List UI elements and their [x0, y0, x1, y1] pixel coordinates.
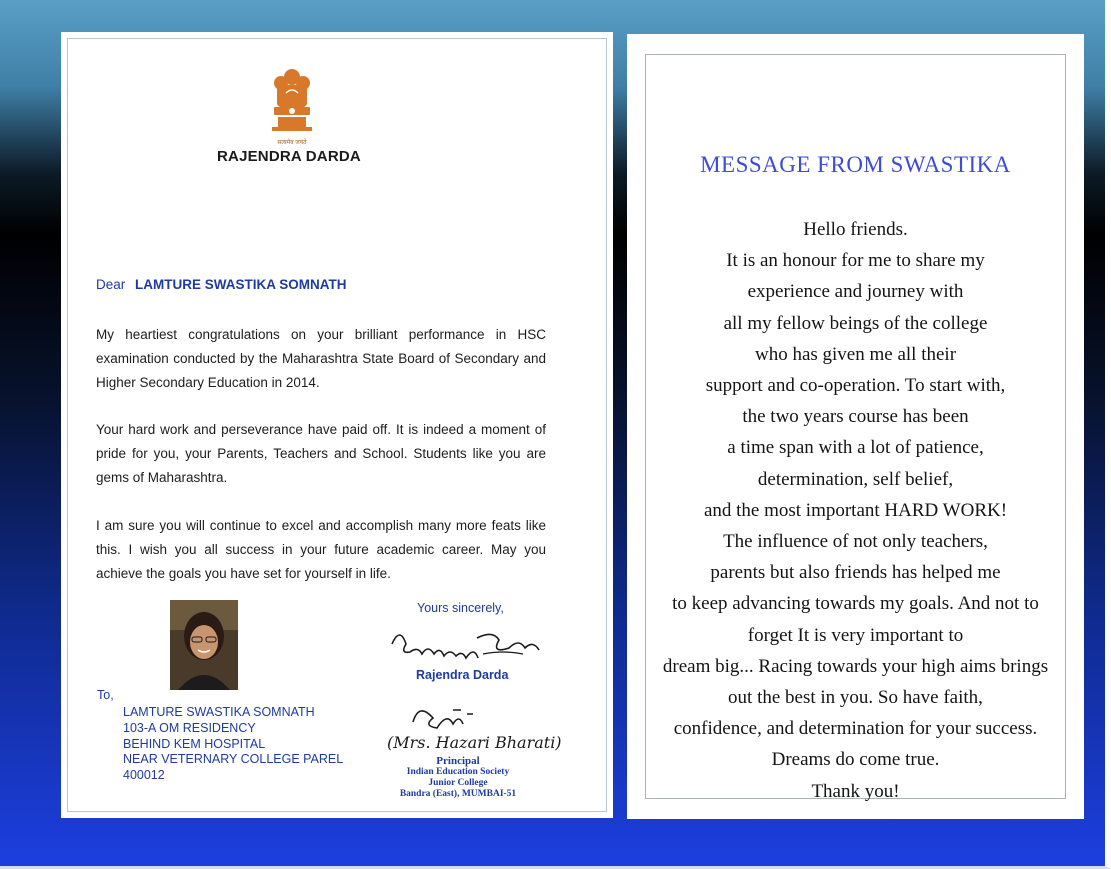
stamp-location: Bandra (East), MUMBAI-51	[399, 789, 517, 799]
message-line: out the best in you. So have faith,	[728, 687, 983, 709]
message-line: parents but also friends has helped me	[710, 562, 1001, 584]
address-line: BEHIND KEM HOSPITAL	[123, 736, 266, 751]
message-line: who has given me all their	[754, 343, 957, 365]
minister-signature	[387, 624, 552, 666]
message-line: experience and journey with	[747, 281, 964, 303]
address-line: 103-A OM RESIDENCY	[123, 721, 256, 736]
address-line: NEAR VETERNARY COLLEGE PAREL	[123, 752, 344, 767]
message-line: to keep advancing towards my goals. And not to	[672, 593, 1039, 615]
message-title: MESSAGE FROM SWASTIKA	[700, 152, 1011, 177]
student-photo	[170, 600, 238, 690]
message-line: It is an honour for me to share my	[726, 250, 985, 272]
recipient-address	[123, 705, 343, 783]
message-line: determination, self belief,	[757, 468, 954, 490]
closing-phrase: Yours sincerely,	[417, 601, 504, 615]
to-label: To,	[97, 688, 114, 702]
address-line: 400012	[123, 767, 165, 782]
message-line: forget It is very important to	[747, 624, 964, 646]
message-line: Hello friends.	[803, 219, 908, 240]
address-line: LAMTURE SWASTIKA SOMNATH	[123, 705, 315, 719]
message-line: and the most important HARD WORK!	[703, 499, 1008, 521]
emblem-caption: सत्यमेव जयते	[277, 140, 307, 146]
salutation-word: Dear	[96, 277, 126, 292]
state-emblem-icon	[268, 67, 316, 137]
principal-signature-text: (Mrs. Hazari Bharati)	[387, 733, 562, 752]
message-line: support and co-operation. To start with,	[705, 375, 1006, 397]
salutation	[96, 277, 347, 292]
stamp-institution: Indian Education Society	[406, 767, 510, 777]
message-line: dream big... Racing towards your high aims brings	[662, 655, 1049, 677]
stamp-title: Principal	[436, 755, 480, 767]
message-line: all my fellow beings of the college	[723, 312, 988, 334]
letter-paragraph-1: My heartiest congratulations on your brilliant performance in HSC examination conducted by the Maharashtra State Board of Secondary and Higher Secondary Education in 2014.	[96, 327, 546, 390]
message-line: Thank you!	[811, 780, 900, 802]
message-line: The influence of not only teachers,	[723, 531, 988, 553]
principal-stamp	[382, 756, 534, 800]
message-body	[627, 214, 1084, 807]
message-line: the two years course has been	[742, 406, 969, 428]
letter-paragraph-2: Your hard work and perseverance have paid off. It is indeed a moment of pride for you, your Parents, Teachers and School. Students like you are gems of Maharashtra.	[96, 422, 546, 485]
minister-name: RAJENDRA DARDA	[217, 148, 361, 165]
message-card	[627, 34, 1084, 819]
message-line: Dreams do come true.	[771, 749, 940, 771]
signer-name: Rajendra Darda	[416, 668, 509, 682]
recipient-name: LAMTURE SWASTIKA SOMNATH	[135, 277, 347, 292]
message-line: a time span with a lot of patience,	[727, 437, 984, 459]
message-line: confidence, and determination for your success.	[673, 718, 1038, 740]
letter-paragraph-3: I am sure you will continue to excel and accomplish many more feats like this. I wish you all success in your future academic career. May you achieve the goals you have set for yourself in life.	[96, 518, 546, 581]
principal-signature	[383, 700, 588, 760]
stamp-college: Junior College	[428, 778, 488, 788]
